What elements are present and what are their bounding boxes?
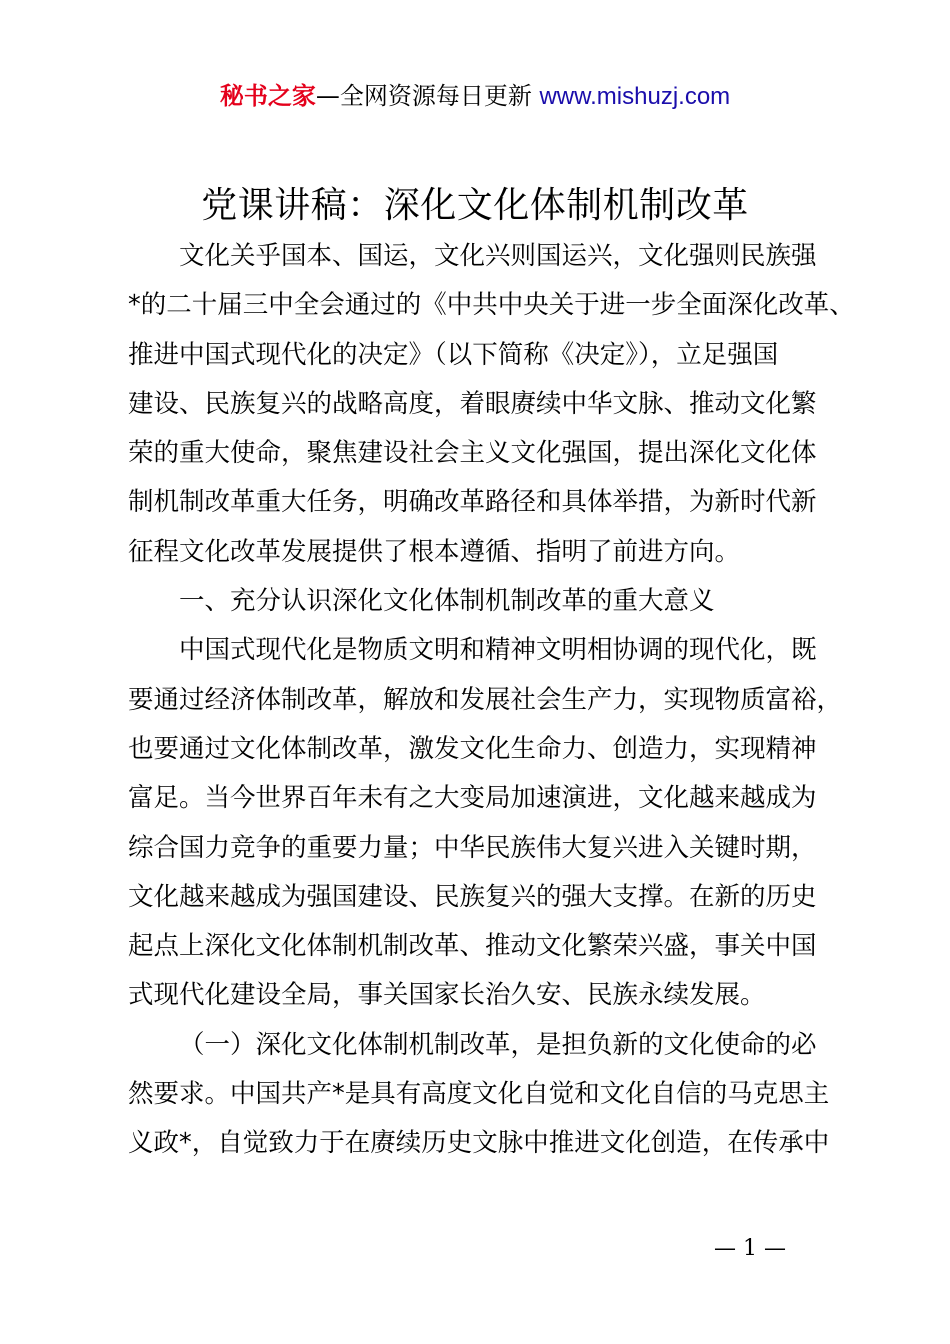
body-line: 建设、民族复兴的战略高度，着眼赓续中华文脉、推动文化繁 xyxy=(128,388,817,419)
body-line: 文化关乎国本、国运，文化兴则国运兴，文化强则民族强 xyxy=(179,241,817,271)
body-line: 推进中国式现代化的决定》（以下简称《决定》），立足强国 xyxy=(128,339,779,370)
body-line: 征程文化改革发展提供了根本遵循、指明了前进方向。 xyxy=(128,536,741,567)
site-tagline: —全网资源每日更新 xyxy=(315,82,540,110)
body-line: 中国式现代化是物质文明和精神文明相协调的现代化，既 xyxy=(179,635,817,666)
document-title: 党课讲稿：深化文化体制机制改革 xyxy=(201,185,749,226)
body-line: 富足。当今世界百年未有之大变局加速演进，文化越来越成为 xyxy=(128,783,817,814)
body-line: 式现代化建设全局，事关国家长治久安、民族永续发展。 xyxy=(128,980,766,1011)
page-number: — 1 — xyxy=(714,1236,786,1261)
body-line: 制机制改革重大任务，明确改革路径和具体举措，为新时代新 xyxy=(128,487,817,518)
body-line: 综合国力竞争的重要力量；中华民族伟大复兴进入关键时期， xyxy=(128,832,817,863)
site-brand: 秘书之家 xyxy=(219,82,316,110)
document-body xyxy=(128,232,855,1169)
body-line: *的二十届三中全会通过的《中共中央关于进一步全面深化改革、 xyxy=(128,290,855,321)
body-line: 起点上深化文化体制机制改革、推动文化繁荣兴盛，事关中国 xyxy=(128,931,817,962)
site-header xyxy=(0,78,950,115)
subsection-line: （一）深化文化体制机制改革，是担负新的文化使命的必 xyxy=(179,1029,817,1060)
body-line: 也要通过文化体制改革，激发文化生命力、创造力，实现精神 xyxy=(128,733,817,764)
body-line: 荣的重大使命，聚焦建设社会主义文化强国，提出深化文化体 xyxy=(128,438,817,469)
section-heading: 一、充分认识深化文化体制机制改革的重大意义 xyxy=(179,586,715,617)
body-line: 然要求。中国共产*是具有高度文化自觉和文化自信的马克思主 xyxy=(128,1079,830,1110)
body-line: 文化越来越成为强国建设、民族复兴的强大支撑。在新的历史 xyxy=(128,881,817,912)
body-line: 要通过经济体制改革，解放和发展社会生产力，实现物质富裕， xyxy=(128,684,843,715)
site-url-link[interactable]: www.mishuzj.com xyxy=(539,83,731,110)
body-line: 义政*，自觉致力于在赓续历史文脉中推进文化创造，在传承中 xyxy=(128,1128,830,1159)
